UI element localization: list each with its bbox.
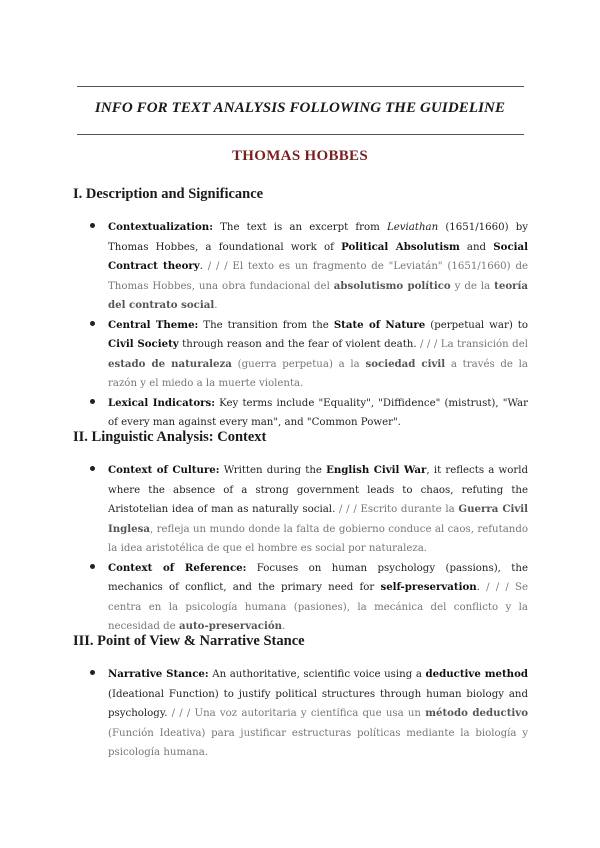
spanish-text: y de la xyxy=(450,280,495,292)
bullet-icon xyxy=(90,321,95,326)
key-term-es: método deductivo xyxy=(425,707,528,719)
list-item xyxy=(90,316,528,394)
item-label: Context of Reference: xyxy=(108,561,247,574)
key-term-es: Guerra Civil Inglesa xyxy=(108,503,528,535)
section-list-linguistic xyxy=(90,461,528,637)
english-text: The text is an excerpt from xyxy=(212,222,387,233)
item-label: Contextualization: xyxy=(108,221,213,233)
list-item xyxy=(90,218,528,316)
item-label: Central Theme: xyxy=(108,318,199,331)
english-text: . xyxy=(199,261,203,272)
key-term: State of Nature xyxy=(333,318,426,331)
key-term: Civil Society xyxy=(108,338,179,350)
english-text: Key terms include "Equality", "Diffidence" (mistrust), "War of every man against every man", and "Common Power". xyxy=(108,397,528,428)
spanish-text: (Función Ideativa) para justificar estructuras políticas mediante la biología y psicología humana. xyxy=(108,727,528,758)
list-item xyxy=(90,665,528,763)
language-separator: / / / xyxy=(335,504,361,515)
paragraph xyxy=(108,665,528,763)
work-title: Leviathan xyxy=(386,222,439,233)
spanish-text: Se centra en la psicología humana (pasiones), la mecánica del conflicto y la necesidad de xyxy=(108,582,528,632)
paragraph xyxy=(108,316,528,394)
bullet-icon xyxy=(90,670,95,675)
key-term: Social Contract theory xyxy=(108,240,528,272)
section-heading-linguistic: II. Linguistic Analysis: Context xyxy=(73,429,267,445)
english-text: (perpetual war) to xyxy=(425,319,528,331)
list-item xyxy=(90,559,528,637)
section-heading-description: I. Description and Significance xyxy=(73,186,264,202)
spanish-text: . xyxy=(214,300,218,311)
section-list-description xyxy=(90,218,528,433)
paragraph xyxy=(108,218,528,316)
spanish-text: . xyxy=(282,621,286,632)
spanish-text: a través de la razón y el miedo a la muerte violenta. xyxy=(108,358,529,389)
english-text: (1651/1660) by Thomas Hobbes, a foundational work of xyxy=(108,222,528,253)
language-separator: / / / xyxy=(479,582,515,593)
english-text: , it reflects a world where the absence of a strong government leads to chaos, refuting the Aristotelian idea of man as naturally social. xyxy=(108,465,529,515)
bullet-icon xyxy=(90,399,95,404)
list-item xyxy=(90,461,528,559)
key-term-es: absolutismo político xyxy=(333,279,451,292)
top-divider xyxy=(77,86,524,87)
document-subtitle: THOMAS HOBBES xyxy=(231,148,368,164)
language-separator: / / / xyxy=(167,708,195,719)
language-separator: / / / xyxy=(416,339,441,350)
item-label: Narrative Stance: xyxy=(108,668,209,680)
english-text: The transition from the xyxy=(198,319,334,331)
paragraph xyxy=(108,559,528,637)
bottom-divider xyxy=(77,134,524,135)
list-item xyxy=(90,394,528,433)
spanish-text: (guerra perpetua) a la xyxy=(231,358,366,370)
item-label: Context of Culture: xyxy=(108,464,220,476)
english-text: Written during the xyxy=(219,465,327,476)
english-text: . xyxy=(476,582,480,593)
english-text: Focuses on human psychology (passions), the mechanics of conflict, and the primary need for xyxy=(108,562,528,593)
key-term: Political Absolutism xyxy=(341,240,460,253)
item-label: Lexical Indicators: xyxy=(108,396,216,409)
key-term-es: teoría del contrato social xyxy=(108,279,528,311)
key-term-es: estado de naturaleza xyxy=(108,357,232,370)
spanish-text: Una voz autoritaria y científica que usa un xyxy=(194,708,426,719)
spanish-text: Escrito durante la xyxy=(360,504,459,515)
paragraph xyxy=(108,394,528,433)
bullet-icon xyxy=(90,223,95,228)
bullet-icon xyxy=(90,564,95,569)
english-text: through reason and the fear of violent death. xyxy=(178,339,417,350)
section-list-point-of-view xyxy=(90,665,528,763)
spanish-text: La transición del xyxy=(440,339,528,350)
language-separator: / / / xyxy=(202,261,233,272)
key-term: self-preservation xyxy=(380,581,477,593)
english-text: (Ideational Function) to justify political structures through human biology and psychology. xyxy=(108,688,528,719)
paragraph xyxy=(108,461,528,559)
key-term: deductive method xyxy=(425,668,528,680)
spanish-text: El texto es un fragmento de "Leviatán" (1651/1660) de Thomas Hobbes, una obra fundacional del xyxy=(108,261,528,292)
key-term-es: auto-preservación xyxy=(178,620,283,632)
key-term-es: sociedad civil xyxy=(365,357,446,370)
spanish-text: , refleja un mundo donde la falta de gobierno conduce al caos, refutando la idea aristotélica de que el hombre es social por naturaleza. xyxy=(108,523,528,554)
section-heading-point-of-view: III. Point of View & Narrative Stance xyxy=(73,633,305,649)
bullet-icon xyxy=(90,466,95,471)
english-text: An authoritative, scientific voice using a xyxy=(208,669,426,680)
document-title: INFO FOR TEXT ANALYSIS FOLLOWING THE GUIDELINE xyxy=(94,100,506,116)
english-text: and xyxy=(459,241,494,253)
key-term: English Civil War xyxy=(326,464,427,476)
